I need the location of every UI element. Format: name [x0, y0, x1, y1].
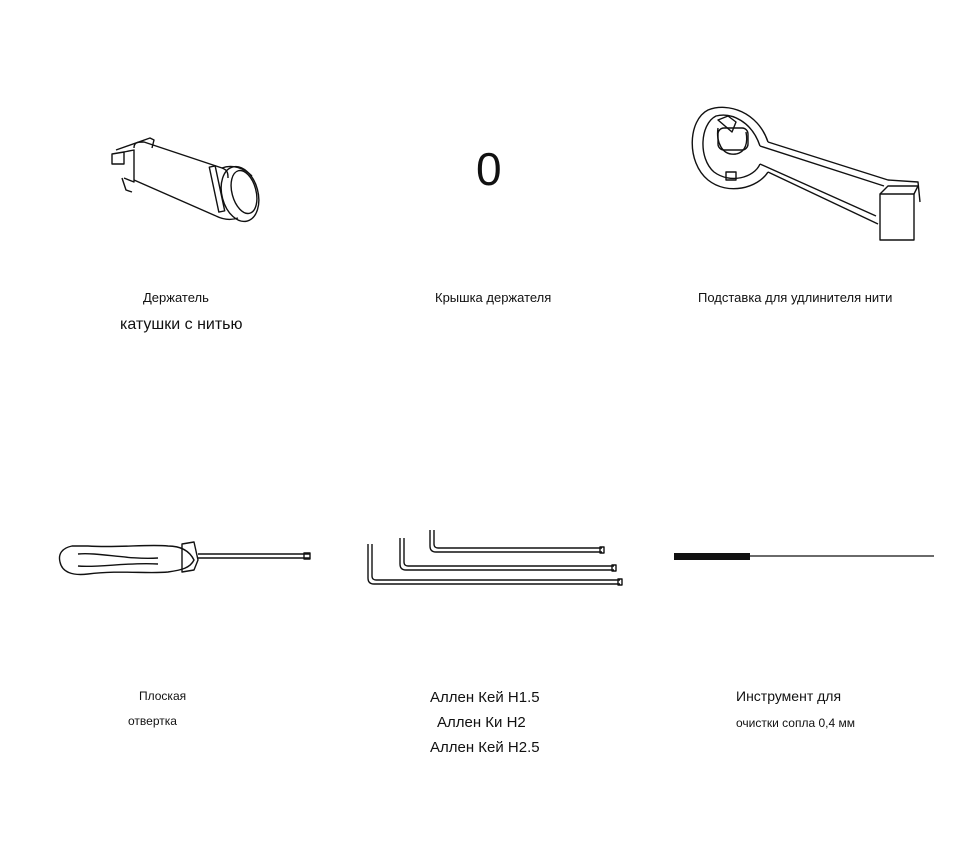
spool-holder-label-line2: катушки с нитью: [120, 316, 243, 333]
nozzle-tool-label-line2: очистки сопла 0,4 мм: [736, 716, 855, 730]
allen-key-h15-label: Аллен Кей H1.5: [430, 689, 540, 706]
allen-keys-illustration: [362, 526, 626, 590]
allen-key-h2-label: Аллен Ки H2: [437, 714, 526, 731]
flat-screwdriver-label-line2: отвертка: [128, 714, 177, 728]
spool-holder-illustration: [104, 128, 274, 224]
allen-key-h25-label: Аллен Кей H2.5: [430, 739, 540, 756]
nozzle-cleaning-tool-illustration: [672, 548, 938, 564]
flat-screwdriver-label-line1: Плоская: [139, 689, 187, 703]
extender-stand-illustration: [688, 102, 924, 248]
spool-holder-label-line1: Держатель: [143, 290, 209, 305]
holder-cap-label: Крышка держателя: [435, 290, 552, 305]
nozzle-tool-label-line1: Инструмент для: [736, 688, 842, 704]
flat-screwdriver-illustration: [58, 538, 314, 582]
extender-stand-label: Подставка для удлинителя нити: [698, 290, 893, 305]
holder-cap-symbol: 0: [476, 143, 502, 195]
